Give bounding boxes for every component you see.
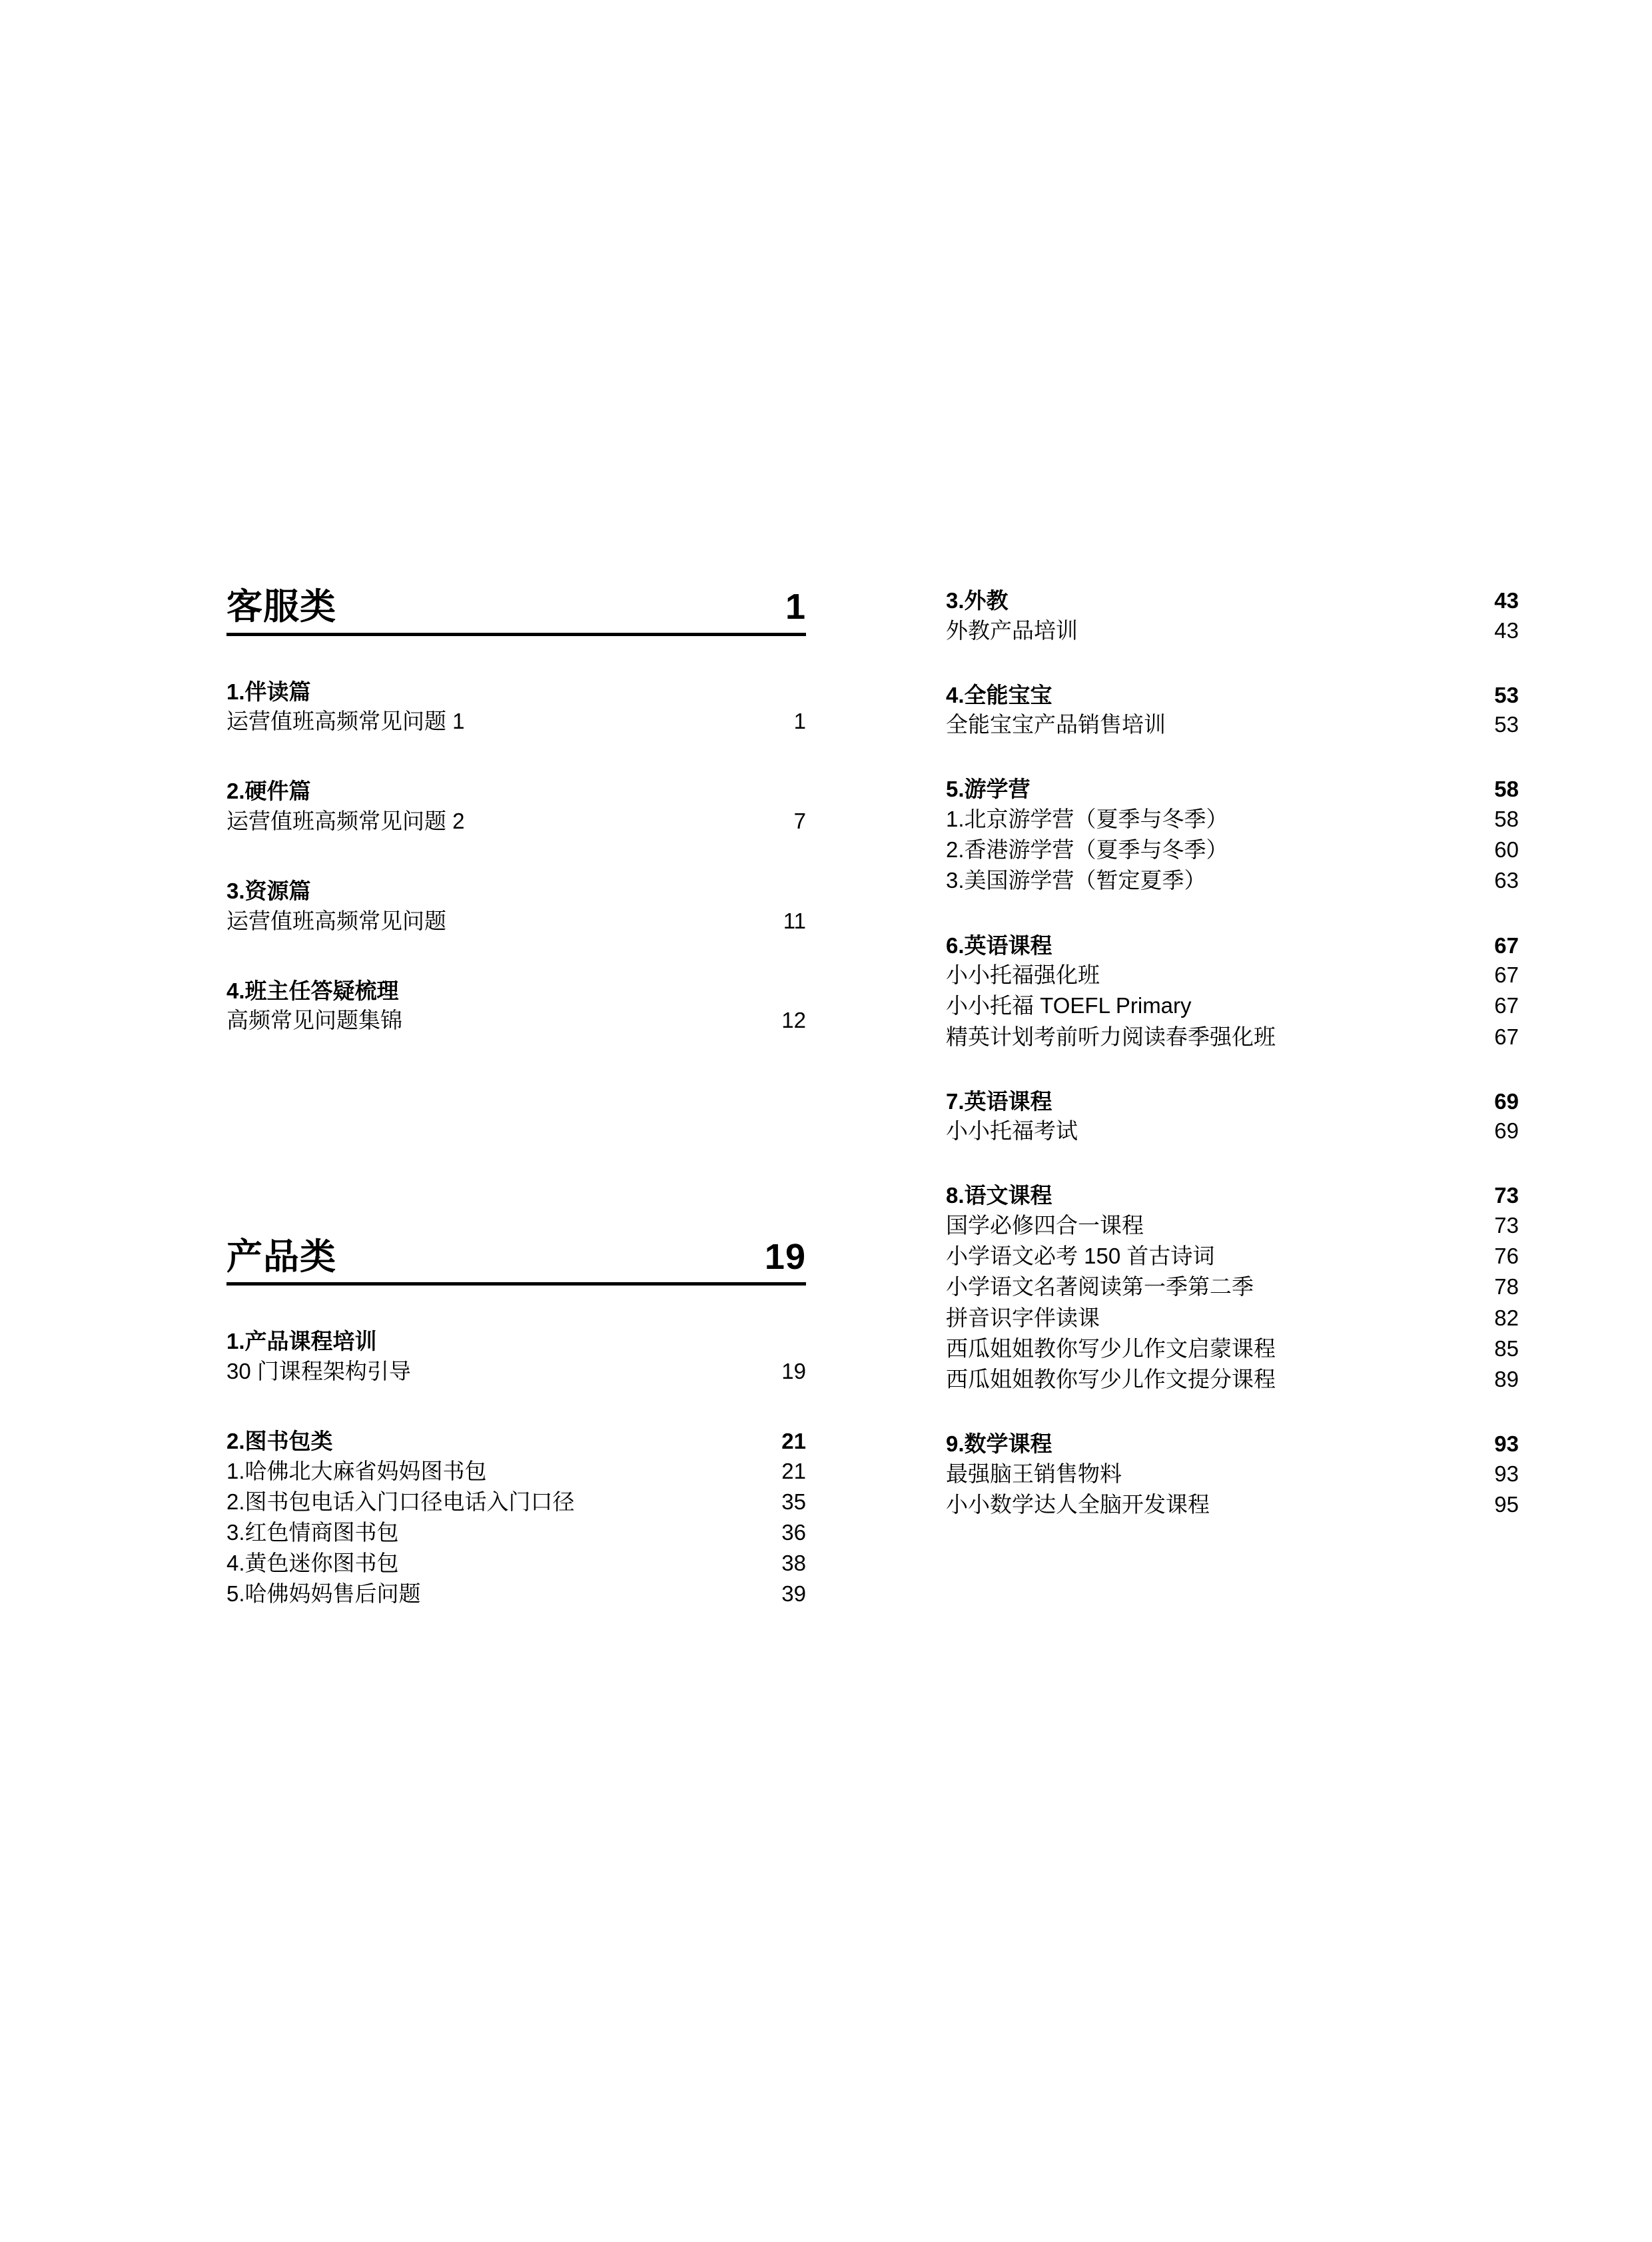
toc-entry[interactable]	[946, 1303, 1519, 1333]
toc-group	[226, 877, 806, 936]
toc-entry-page-number: 85	[1494, 1335, 1519, 1361]
toc-group	[946, 681, 1519, 741]
toc-group-title: 3.外教	[946, 588, 1009, 613]
toc-group-page-number: 43	[1494, 588, 1519, 613]
toc-entry-title: 外教产品培训	[946, 617, 1078, 643]
toc-group-heading[interactable]	[226, 877, 806, 906]
group-spacer	[946, 646, 1519, 681]
toc-entry[interactable]	[946, 1364, 1519, 1395]
toc-entry-title: 拼音识字伴读课	[946, 1305, 1100, 1330]
toc-group	[226, 1327, 806, 1387]
toc-group-title: 7.英语课程	[946, 1088, 1052, 1114]
toc-column-left	[226, 586, 806, 1610]
group-spacer	[226, 936, 806, 976]
toc-part-title: 产品类	[226, 1236, 336, 1277]
toc-entry-page-number: 53	[1494, 712, 1519, 737]
toc-group-title: 6.英语课程	[946, 933, 1052, 958]
toc-entry-title: 小学语文必考 150 首古诗词	[946, 1244, 1215, 1269]
toc-entry-page-number: 1	[793, 709, 806, 734]
toc-group-title: 1.伴读篇	[226, 679, 311, 704]
toc-group-heading[interactable]	[226, 1327, 806, 1356]
part-spacer	[226, 1036, 806, 1236]
toc-entry[interactable]	[946, 1272, 1519, 1302]
toc-entry-title: 高频常见问题集锦	[226, 1008, 402, 1033]
toc-entry-page-number: 67	[1494, 993, 1519, 1018]
toc-entry-page-number: 43	[1494, 617, 1519, 643]
toc-group-page-number: 21	[781, 1429, 806, 1454]
toc-group	[226, 777, 806, 837]
toc-entry-title: 运营值班高频常见问题 2	[226, 809, 465, 833]
toc-entry-page-number: 7	[793, 809, 806, 833]
toc-group-title: 2.图书包类	[226, 1429, 333, 1454]
toc-group-page-number: 69	[1494, 1088, 1519, 1114]
toc-entry[interactable]	[946, 835, 1519, 865]
toc-entry-page-number: 39	[781, 1581, 806, 1607]
toc-part-rule	[226, 633, 806, 636]
toc-entry-page-number: 36	[781, 1520, 806, 1545]
toc-entry[interactable]	[226, 1487, 806, 1517]
toc-group-page-number: 53	[1494, 682, 1519, 707]
toc-entry-title: 1.哈佛北大麻省妈妈图书包	[226, 1458, 487, 1483]
toc-entry[interactable]	[226, 1517, 806, 1548]
toc-entry[interactable]	[946, 1333, 1519, 1364]
toc-entry-page-number: 89	[1494, 1366, 1519, 1391]
toc-group-page-number: 93	[1494, 1431, 1519, 1457]
toc-entry-title: 西瓜姐姐教你写少儿作文启蒙课程	[946, 1335, 1276, 1361]
toc-entry-page-number: 63	[1494, 868, 1519, 893]
group-spacer	[946, 1146, 1519, 1181]
toc-entry-title: 1.北京游学营（夏季与冬季）	[946, 807, 1228, 832]
toc-entry[interactable]	[946, 804, 1519, 835]
toc-group-page-number: 58	[1494, 777, 1519, 802]
toc-group	[946, 1087, 1519, 1147]
toc-entry-page-number: 67	[1494, 962, 1519, 988]
toc-entry[interactable]	[946, 1459, 1519, 1489]
rule-spacer	[226, 636, 806, 677]
toc-entry-title: 全能宝宝产品销售培训	[946, 712, 1166, 737]
toc-group-title: 5.游学营	[946, 777, 1031, 802]
toc-entry-page-number: 12	[781, 1008, 806, 1033]
toc-entry-title: 运营值班高频常见问题 1	[226, 709, 465, 734]
toc-entry-page-number: 73	[1494, 1212, 1519, 1238]
toc-entry-title: 3.红色情商图书包	[226, 1520, 399, 1545]
group-spacer	[946, 897, 1519, 931]
toc-entry-page-number: 93	[1494, 1461, 1519, 1486]
toc-entry-title: 国学必修四合一课程	[946, 1212, 1144, 1238]
toc-group-heading[interactable]	[946, 1429, 1519, 1459]
toc-entry-page-number: 76	[1494, 1244, 1519, 1269]
toc-group	[226, 677, 806, 737]
toc-group-heading[interactable]	[946, 1181, 1519, 1210]
toc-column-right	[946, 586, 1519, 1520]
toc-entry[interactable]	[946, 865, 1519, 896]
rule-spacer	[226, 1286, 806, 1327]
toc-group	[946, 586, 1519, 646]
toc-entry[interactable]	[226, 906, 806, 936]
toc-group-title: 8.语文课程	[946, 1183, 1052, 1208]
toc-entry-page-number: 67	[1494, 1024, 1519, 1049]
toc-columns	[0, 586, 1652, 1610]
toc-entry-title: 5.哈佛妈妈售后问题	[226, 1581, 421, 1607]
toc-group-title: 3.资源篇	[226, 879, 311, 904]
toc-entry-title: 最强脑王销售物料	[946, 1461, 1122, 1486]
toc-entry-title: 西瓜姐姐教你写少儿作文提分课程	[946, 1366, 1276, 1391]
toc-entry[interactable]	[946, 1210, 1519, 1241]
toc-group	[946, 775, 1519, 896]
toc-group-heading[interactable]	[226, 677, 806, 707]
toc-group-heading[interactable]	[946, 1087, 1519, 1116]
toc-entry[interactable]	[226, 806, 806, 837]
toc-group	[946, 1429, 1519, 1520]
toc-entry-title: 2.图书包电话入门口径电话入门口径	[226, 1489, 575, 1514]
toc-group-heading[interactable]	[946, 586, 1519, 615]
toc-entry-page-number: 58	[1494, 807, 1519, 832]
toc-entry[interactable]	[946, 1116, 1519, 1146]
toc-group	[946, 931, 1519, 1052]
toc-entry-page-number: 69	[1494, 1118, 1519, 1144]
toc-entry-title: 4.黄色迷你图书包	[226, 1551, 399, 1576]
toc-entry-page-number: 38	[781, 1551, 806, 1576]
toc-entry-page-number: 11	[783, 908, 806, 933]
toc-entry[interactable]	[946, 990, 1519, 1021]
toc-group-title: 4.全能宝宝	[946, 682, 1052, 707]
toc-entry-title: 小小托福考试	[946, 1118, 1078, 1144]
toc-group-title: 2.硬件篇	[226, 779, 311, 804]
toc-entry[interactable]	[946, 1489, 1519, 1520]
toc-entry-page-number: 95	[1494, 1491, 1519, 1517]
toc-entry-page-number: 60	[1494, 837, 1519, 863]
group-spacer	[946, 1052, 1519, 1087]
toc-entry[interactable]	[226, 1005, 806, 1036]
toc-group	[226, 976, 806, 1036]
toc-entry[interactable]	[946, 1241, 1519, 1272]
toc-entry-title: 30 门课程架构引导	[226, 1358, 411, 1383]
toc-group-heading[interactable]	[226, 777, 806, 806]
toc-group-heading[interactable]	[226, 976, 806, 1006]
toc-entry-page-number: 82	[1494, 1305, 1519, 1330]
toc-group-heading[interactable]	[226, 1427, 806, 1456]
toc-entry-page-number: 35	[781, 1489, 806, 1514]
toc-entry[interactable]	[946, 960, 1519, 990]
toc-part-title: 客服类	[226, 587, 336, 627]
group-spacer	[946, 740, 1519, 775]
toc-entry-title: 小小数学达人全脑开发课程	[946, 1491, 1210, 1517]
toc-group-heading[interactable]	[946, 931, 1519, 960]
group-spacer	[226, 837, 806, 877]
toc-part-heading[interactable]	[226, 586, 806, 631]
toc-entry-title: 3.美国游学营（暂定夏季）	[946, 868, 1206, 893]
toc-entry-title: 2.香港游学营（夏季与冬季）	[946, 837, 1228, 863]
toc-entry[interactable]	[226, 1456, 806, 1487]
toc-entry[interactable]	[226, 1356, 806, 1387]
toc-entry-page-number: 21	[781, 1458, 806, 1483]
toc-group	[946, 1181, 1519, 1395]
toc-part	[226, 1236, 806, 1286]
toc-part-rule	[226, 1282, 806, 1286]
toc-entry[interactable]	[946, 615, 1519, 646]
toc-group-page-number: 73	[1494, 1183, 1519, 1208]
group-spacer	[226, 737, 806, 777]
toc-entry-page-number: 78	[1494, 1274, 1519, 1300]
toc-entry[interactable]	[226, 1548, 806, 1579]
toc-group-title: 4.班主任答疑梳理	[226, 978, 399, 1003]
toc-entry[interactable]	[226, 706, 806, 737]
toc-entry-title: 小学语文名著阅读第一季第二季	[946, 1274, 1254, 1300]
toc-entry-title: 小小托福 TOEFL Primary	[946, 993, 1192, 1018]
toc-entry[interactable]	[226, 1579, 806, 1609]
toc-part	[226, 586, 806, 636]
toc-entry[interactable]	[946, 1022, 1519, 1052]
toc-entry-title: 精英计划考前听力阅读春季强化班	[946, 1024, 1276, 1049]
toc-entry-title: 小小托福强化班	[946, 962, 1100, 988]
toc-group-heading[interactable]	[946, 775, 1519, 804]
toc-entry-page-number: 19	[781, 1358, 806, 1383]
toc-entry-title: 运营值班高频常见问题	[226, 908, 446, 933]
toc-group-title: 1.产品课程培训	[226, 1329, 377, 1354]
toc-group-title: 9.数学课程	[946, 1431, 1052, 1457]
toc-group-heading[interactable]	[946, 681, 1519, 710]
toc-group	[226, 1427, 806, 1609]
group-spacer	[946, 1395, 1519, 1429]
toc-part-page-number: 19	[764, 1236, 806, 1277]
toc-group-page-number: 67	[1494, 933, 1519, 958]
toc-part-page-number: 1	[785, 587, 806, 627]
toc-entry[interactable]	[946, 709, 1519, 740]
group-spacer	[226, 1387, 806, 1427]
toc-part-heading[interactable]	[226, 1236, 806, 1282]
